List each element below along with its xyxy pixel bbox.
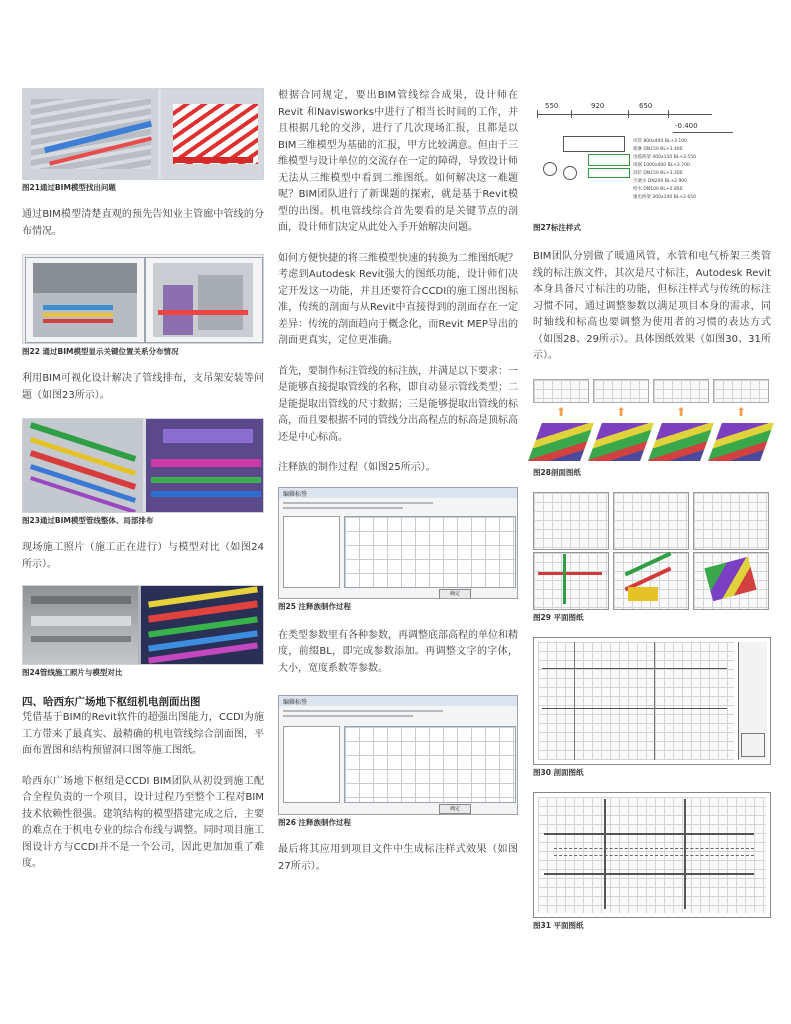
paragraph-1: BIM团队分别做了暖通风管，水管和电气桥架三类管线的标注族文件，其次是尺寸标注，Autodesk Revit本身具备尺寸标注的功能，但标注样式与传统的标注习惯不同，通过调整参数以满足项目本身的需求，同时轴线和标高也要调整为使用者的习惯的表达方式（如图28、29所示）。具体图纸效果（如图30、31所示）。 [533, 251, 771, 361]
paragraph-5: 在类型参数里有各种参数，再调整底部高程的单位和精度，前缀BL，即完成参数添加。再调整文字的字体，大小，宽度系数等参数。 [278, 629, 518, 674]
figure-29-caption: 图29 平面图纸 [533, 612, 584, 622]
paragraph-5: 哈西东广场地下枢纽是CCDI BIM团队从初设到施工配合全程负责的一个项目，设计过程乃至整个工程对BIM技术依赖性很强。建筑结构的模型搭建完成之后，主要的难点在于机电专业的综合布线与调整。同时项目施工图设计方与CCDI并不是一个公司，因此更加加重了难度。 [22, 775, 264, 869]
label-8: 强电桥架 300x100 BL+2.650 [633, 195, 696, 200]
figure-31-caption: 图31 平面图纸 [533, 920, 584, 930]
figure-30-caption: 图30 剖面图纸 [533, 767, 584, 777]
figure-25-caption: 图25 注释族制作过程 [278, 601, 352, 611]
paragraph-4: 注释族的制作过程（如图25所示）。 [278, 462, 436, 473]
figure-28-image: ⬆ ⬆ ⬆ ⬆ [533, 379, 771, 465]
figure-23-caption: 图23通过BIM模型管线整体、局部排布 [22, 516, 154, 525]
dialog-ok-button[interactable]: 确定 [439, 804, 471, 814]
label-6: 空调水 DN200 BL+2.900 [633, 179, 688, 184]
figure-26-caption: 图26 注释族制作过程 [278, 818, 352, 827]
figure-22-image [22, 254, 264, 344]
paragraph-3: 首先，要制作标注管线的标注族，并满足以下要求：一是能够直接提取管线的名称，即自动显示管线类型；二是能提取出管线的尺寸数据；三是能够提取出管线的标高，而且要根据不同的管线分出高程点的标高是顶标高还是中心标高。 [278, 365, 518, 443]
figure-25-dialog [278, 487, 518, 599]
figure-27-drawing [533, 102, 771, 220]
dialog-ok-button[interactable]: 确定 [439, 589, 471, 599]
paragraph-3: 现场施工照片（施工正在进行）与模型对比（如图24所示）。 [22, 542, 264, 570]
paragraph-1: 根据合同规定，要出BIM管线综合成果，设计师在Revit 和Navisworks中进行了相当长时间的工作，并且根据几轮的交涉，进行了几次现场汇报，且都是以BIM三维模型为基础的汇报，甲方比较满意。但由于三维模型与设计单位的交流存在一定的障碍，导致设计师无法从三维模型中看到二维图纸。如何解决这一难题呢？BIM团队进行了新课题的探索，就是基于Revit模型的出图。机电管线综合首先要看的是关键节点的剖面，设计师们决定从此处入手开始解决问题。 [278, 90, 518, 233]
dim-2: 920 [591, 102, 605, 110]
paragraph-4: 凭借基于BIM的Revit软件的超强出图能力，CCDI为施工方带来了最真实、最精确的机电管线综合剖面图，平面布置图和结构预留洞口图等施工图纸。 [22, 712, 264, 756]
figure-30-image [533, 637, 771, 765]
dim-1: 550 [545, 102, 559, 110]
figure-24-caption: 图24管线施工照片与模型对比 [22, 668, 123, 677]
figure-29-image [533, 492, 771, 610]
label-3: 电缆桥架 400x150 BL+3.550 [633, 155, 696, 160]
label-4: 排烟 1000x400 BL+3.700 [633, 163, 690, 168]
figure-31-image [533, 792, 771, 918]
figure-21-image [22, 88, 264, 180]
figure-27-caption: 图27标注样式 [533, 223, 581, 232]
column-middle [278, 88, 518, 875]
paragraph-1: 通过BIM模型清楚直观的预先告知业主管廊中管线的分布情况。 [22, 209, 264, 237]
elevation-mark: -0.400 [675, 122, 698, 130]
paragraph-6: 最后将其应用到项目文件中生成标注样式效果（如图27所示）。 [278, 844, 518, 872]
label-5: 消防 DN150 BL+3.200 [633, 171, 683, 176]
figure-26-dialog [278, 695, 518, 815]
figure-24-image [22, 585, 264, 665]
dim-3: 650 [639, 102, 653, 110]
figure-22-caption: 图22 通过BIM模型显示关键位置关系分布情况 [22, 347, 179, 356]
figure-23-image [22, 418, 264, 513]
section-heading: 四、哈西东广场地下枢纽机电剖面出图 [22, 696, 201, 708]
figure-21-caption: 图21通过BIM模型找出问题 [22, 183, 116, 192]
paragraph-2: 利用BIM可视化设计解决了管线排布，支吊架安装等问题（如图23所示）。 [22, 373, 264, 401]
column-left [22, 88, 264, 873]
label-1: 风管 800x400 BL+3.100 [633, 139, 687, 144]
dialog-title: 编辑标签 [283, 699, 308, 706]
dialog-title: 编辑标签 [283, 490, 308, 498]
figure-28-caption: 图28剖面图纸 [533, 467, 581, 477]
column-right [533, 88, 771, 931]
paragraph-2: 如何方便快捷的将三维模型快速的转换为二维图纸呢？考虑到Autodesk Revit强大的图纸功能，设计师们决定开发这一功能，并且还要符合CCDI的施工图出图标准，传统的剖面与从Revit中直接得到的剖面存在一定差异：传统的剖面趋向于概念化，而Revit MEP导出的剖面更真实，定位更准确。 [278, 252, 518, 346]
label-2: 喷淋 DN150 BL+3.400 [633, 147, 683, 152]
label-7: 给水 DN100 BL+2.850 [633, 187, 683, 192]
